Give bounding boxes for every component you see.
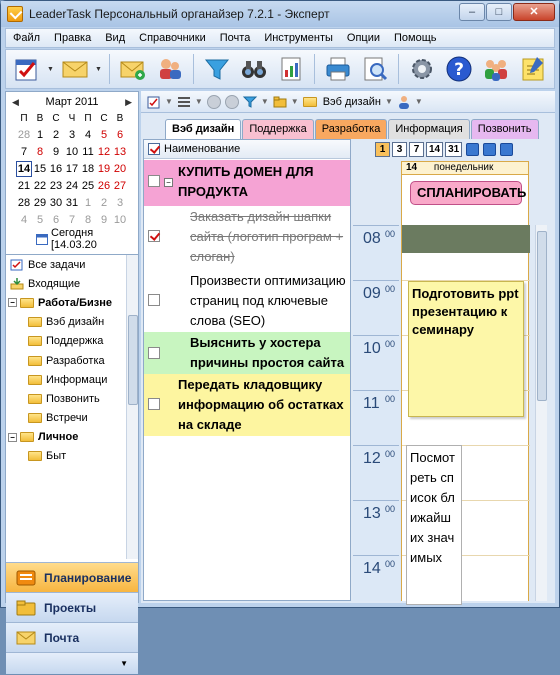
weekday-label: П xyxy=(20,113,28,124)
menu-bar xyxy=(5,28,555,48)
tree-item-label: Позвонить xyxy=(46,392,100,405)
calendar-day-today[interactable]: 14 xyxy=(17,163,31,175)
close-button[interactable]: ✕ xyxy=(513,3,555,21)
print-preview-icon xyxy=(361,55,389,83)
print-icon xyxy=(324,55,352,83)
users-button[interactable] xyxy=(479,52,513,86)
calendar-day[interactable]: 9 xyxy=(52,146,60,158)
folder-icon xyxy=(28,394,42,404)
task-checkbox[interactable] xyxy=(148,294,160,306)
calendar-day[interactable]: 10 xyxy=(65,146,79,158)
folder-icon[interactable] xyxy=(273,95,287,109)
prev-month-button[interactable]: ◀ xyxy=(12,96,19,107)
tree-item-label: Быт xyxy=(46,450,67,463)
calendar-day[interactable]: 26 xyxy=(97,180,111,192)
report-button[interactable] xyxy=(274,52,308,86)
app-logo-icon xyxy=(7,6,23,22)
hour-label: 09 00 xyxy=(353,280,399,335)
collapse-icon[interactable]: − xyxy=(8,433,17,442)
folder-icon xyxy=(20,298,34,308)
calendar-day[interactable]: 19 xyxy=(97,163,111,175)
today-link[interactable] xyxy=(6,227,138,251)
tree-item-inbox[interactable] xyxy=(6,274,138,293)
inbox-icon xyxy=(10,278,24,290)
tree-group-work[interactable] xyxy=(6,293,138,312)
calendar-day[interactable]: 4 xyxy=(20,214,28,226)
chevron-down-icon[interactable]: ▼ xyxy=(260,97,269,106)
day-number: 14 xyxy=(406,162,418,173)
tree-item-meetings[interactable] xyxy=(6,409,138,428)
busy-time-bar xyxy=(402,225,530,253)
task-title: Выяснить у хостера причины простоя сайта xyxy=(190,335,345,370)
folder-icon xyxy=(28,317,42,327)
calendar-day[interactable]: 3 xyxy=(68,129,76,141)
day-column[interactable] xyxy=(401,225,529,601)
view-1-day-button[interactable]: 1 xyxy=(375,142,390,157)
filter-icon[interactable] xyxy=(243,95,257,109)
task-list xyxy=(143,139,351,601)
calendar-day[interactable]: 15 xyxy=(33,163,47,175)
print-preview-button[interactable] xyxy=(358,52,392,86)
day-header[interactable] xyxy=(401,161,529,175)
calendar-day[interactable]: 8 xyxy=(36,146,44,158)
nav-label: Проекты xyxy=(44,600,97,615)
help-button[interactable] xyxy=(442,52,476,86)
calendar-day[interactable]: 7 xyxy=(68,214,76,226)
chevron-down-icon[interactable]: ▼ xyxy=(194,97,203,106)
weekday-label: В xyxy=(36,113,44,124)
menu-edit[interactable]: Правка xyxy=(54,32,92,44)
hour-label: 13 00 xyxy=(353,500,399,555)
projects-icon xyxy=(16,600,36,616)
mail-button[interactable] xyxy=(58,52,92,86)
calendar-day[interactable]: 21 xyxy=(17,180,31,192)
calendar-day[interactable]: 5 xyxy=(100,129,108,141)
calendar-day[interactable]: 5 xyxy=(36,214,44,226)
toolbar-separator xyxy=(398,54,399,84)
view-3-days-button[interactable]: 3 xyxy=(392,142,407,157)
toolbar-separator xyxy=(109,54,110,84)
tab-support[interactable]: Поддержка xyxy=(242,119,313,139)
left-panel xyxy=(5,91,139,668)
menu-mail[interactable]: Почта xyxy=(219,32,251,44)
calendar-month-title[interactable]: Март 2011 xyxy=(45,96,99,108)
chevron-down-icon[interactable]: ▼ xyxy=(384,97,393,106)
task-title: Заказать дизайн шапки сайта (логотип програм + слоган) xyxy=(190,209,344,264)
tree-item-label: Поддержка xyxy=(46,335,104,348)
chevron-down-icon[interactable]: ▼ xyxy=(290,97,299,106)
tree-item-all-tasks[interactable] xyxy=(6,255,138,274)
tree-item-label: Разработка xyxy=(46,354,105,367)
folder-icon xyxy=(28,336,42,346)
next-period-button[interactable] xyxy=(500,143,513,156)
calendar-day[interactable]: 22 xyxy=(33,180,47,192)
calendar-day[interactable]: 25 xyxy=(81,180,95,192)
folder-icon xyxy=(28,375,42,385)
toolbar-separator xyxy=(314,54,315,84)
category-tabs xyxy=(141,119,547,139)
calendar-day[interactable]: 20 xyxy=(113,163,127,175)
tree-item-label: Все задачи xyxy=(28,258,86,271)
calendar-day[interactable]: 1 xyxy=(84,197,92,209)
scrollbar-thumb[interactable] xyxy=(537,231,547,401)
hour-label: 11 00 xyxy=(353,390,399,445)
tree-item-household[interactable] xyxy=(6,447,138,466)
calendar-event[interactable]: Посмотреть список ближайших значимых xyxy=(406,445,462,605)
calendar-day[interactable]: 8 xyxy=(84,214,92,226)
title-bar[interactable] xyxy=(1,1,559,27)
contacts-button[interactable] xyxy=(153,52,187,86)
settings-icon xyxy=(408,55,436,83)
main-toolbar xyxy=(5,49,555,89)
task-title: Передать кладовщику информацию об остатках на складе xyxy=(178,377,344,432)
tree-scrollbar[interactable] xyxy=(126,255,138,559)
tree-item-call[interactable] xyxy=(6,389,138,408)
tree-item-support[interactable] xyxy=(6,332,138,351)
calendar-day[interactable]: 2 xyxy=(100,197,108,209)
today-label: Сегодня [14.03.20 xyxy=(51,227,97,251)
task-row[interactable] xyxy=(144,160,350,206)
folder-filter-label[interactable]: Вэб дизайн xyxy=(322,95,381,108)
mail-send-icon xyxy=(119,55,147,83)
calendar-day[interactable]: 29 xyxy=(33,197,47,209)
collapse-icon[interactable]: − xyxy=(8,298,17,307)
maximize-button[interactable]: □ xyxy=(486,3,512,21)
send-mail-button[interactable] xyxy=(116,52,150,86)
calendar-icon xyxy=(36,233,48,245)
tree-item-label: Встречи xyxy=(46,412,88,425)
hour-label: 12 00 xyxy=(353,445,399,500)
prev-period-button[interactable] xyxy=(466,143,479,156)
svg-text:?: ? xyxy=(454,60,464,80)
hour-label: 08 00 xyxy=(353,225,399,280)
forward-button[interactable] xyxy=(225,95,239,109)
users-icon xyxy=(482,55,510,83)
calendar-day[interactable]: 31 xyxy=(65,197,79,209)
calendar-day[interactable]: 6 xyxy=(52,214,60,226)
contacts-icon xyxy=(156,55,184,83)
folder-icon xyxy=(28,451,42,461)
weekday-label: В xyxy=(116,113,124,124)
print-button[interactable] xyxy=(321,52,355,86)
task-checkbox[interactable] xyxy=(148,230,160,242)
task-row[interactable] xyxy=(144,332,350,374)
tab-information[interactable]: Информация xyxy=(388,119,469,139)
folder-tree xyxy=(6,254,138,559)
view-range-buttons xyxy=(353,139,553,159)
calendar-day[interactable]: 17 xyxy=(65,163,79,175)
nav-label: Почта xyxy=(44,630,80,645)
task-row[interactable] xyxy=(144,270,350,332)
time-column xyxy=(353,225,401,601)
day-name: понедельник xyxy=(433,162,494,173)
tree-group-label: Работа/Бизне xyxy=(38,296,113,309)
tree-item-label: Информаци xyxy=(46,373,108,386)
chevron-down-icon[interactable]: ▼ xyxy=(414,97,423,106)
scrollbar-thumb[interactable] xyxy=(128,315,138,405)
new-task-icon xyxy=(13,55,41,83)
task-checkbox[interactable] xyxy=(148,175,160,187)
view-14-days-button[interactable]: 14 xyxy=(426,142,443,157)
navigation-pane xyxy=(6,562,138,674)
mini-calendar xyxy=(6,112,138,228)
search-button[interactable] xyxy=(237,52,271,86)
task-checkbox[interactable] xyxy=(148,347,160,359)
folder-icon xyxy=(28,413,42,423)
tree-group-label: Личное xyxy=(38,431,79,444)
calendar-day[interactable]: 23 xyxy=(49,180,63,192)
calendar-day[interactable]: 12 xyxy=(97,146,111,158)
list-view-icon[interactable] xyxy=(177,95,191,109)
chevron-down-icon: ▼ xyxy=(120,659,128,668)
list-header xyxy=(144,140,350,159)
tab-call[interactable]: Позвонить xyxy=(471,119,539,139)
calendar-day[interactable]: 28 xyxy=(17,197,31,209)
new-task-dropdown[interactable]: ▼ xyxy=(47,65,54,73)
help-icon xyxy=(445,55,473,83)
view-7-days-button[interactable]: 7 xyxy=(409,142,424,157)
main-panel xyxy=(141,91,555,603)
chevron-down-icon[interactable]: ▼ xyxy=(165,97,173,106)
planning-icon xyxy=(16,570,36,586)
calendar-day[interactable]: 10 xyxy=(113,214,127,226)
notes-icon xyxy=(519,55,547,83)
task-checkbox[interactable] xyxy=(148,398,160,410)
menu-file[interactable]: Файл xyxy=(13,32,41,44)
calendar-day[interactable]: 11 xyxy=(82,146,94,158)
mail-dropdown[interactable]: ▼ xyxy=(95,65,102,73)
menu-tools[interactable]: Инструменты xyxy=(264,32,333,44)
weekday-label: П xyxy=(84,113,92,124)
filter-icon xyxy=(203,55,231,83)
folder-icon xyxy=(28,356,42,366)
weekday-label: С xyxy=(100,113,108,124)
tab-web-design[interactable]: Вэб дизайн xyxy=(165,119,241,139)
nav-configure-button[interactable] xyxy=(6,652,138,674)
tree-item-label: Входящие xyxy=(28,277,81,290)
calendar-day[interactable]: 7 xyxy=(20,146,28,158)
all-day-area[interactable] xyxy=(401,175,529,225)
mini-calendar-header xyxy=(6,92,138,112)
calendar-day[interactable]: 27 xyxy=(113,180,127,192)
task-row[interactable] xyxy=(144,374,350,436)
hour-label: 14 00 xyxy=(353,555,399,610)
calendar-day[interactable]: 16 xyxy=(49,163,63,175)
calendar-day[interactable]: 30 xyxy=(49,197,63,209)
day-calendar xyxy=(353,139,553,601)
window-controls xyxy=(459,3,555,21)
calendar-day[interactable]: 1 xyxy=(36,129,44,141)
column-name-header[interactable]: Наименование xyxy=(164,143,241,155)
user-icon[interactable] xyxy=(397,95,411,109)
calendar-day[interactable]: 24 xyxy=(65,180,79,192)
menu-references[interactable]: Справочники xyxy=(139,32,206,44)
calendar-day[interactable]: 6 xyxy=(116,129,124,141)
menu-options[interactable]: Опции xyxy=(346,32,381,44)
task-row[interactable] xyxy=(144,206,350,268)
folder-icon xyxy=(303,97,317,107)
tree-item-web-design[interactable] xyxy=(6,313,138,332)
calendar-scrollbar[interactable] xyxy=(535,225,547,601)
tree-item-development[interactable] xyxy=(6,351,138,370)
window-title: LeaderTask Персональный органайзер 7.2.1 - Эксперт xyxy=(29,7,330,21)
back-button[interactable] xyxy=(207,95,221,109)
folder-icon xyxy=(20,432,34,442)
sub-toolbar xyxy=(141,91,555,113)
calendar-day[interactable]: 4 xyxy=(84,129,92,141)
minimize-button[interactable]: – xyxy=(459,3,485,21)
next-month-button[interactable]: ▶ xyxy=(125,96,132,107)
tab-development[interactable]: Разработка xyxy=(315,119,388,139)
today-button[interactable] xyxy=(483,143,496,156)
calendar-day[interactable]: 13 xyxy=(113,146,127,158)
notes-button[interactable] xyxy=(516,52,550,86)
select-all-checkbox[interactable] xyxy=(148,143,160,155)
tree-item-info[interactable] xyxy=(6,370,138,389)
calendar-day[interactable]: 2 xyxy=(52,129,60,141)
settings-button[interactable] xyxy=(405,52,439,86)
view-31-days-button[interactable]: 31 xyxy=(445,142,462,157)
tree-item-label: Вэб дизайн xyxy=(46,316,105,329)
new-task-button[interactable] xyxy=(10,52,44,86)
calendar-event[interactable]: Подготовить ppt презентацию к семинару xyxy=(408,281,524,417)
filter-button[interactable] xyxy=(200,52,234,86)
menu-help[interactable]: Помощь xyxy=(394,32,437,44)
collapse-icon[interactable]: − xyxy=(164,178,173,187)
nav-projects-button[interactable] xyxy=(6,592,138,622)
nav-mail-button[interactable] xyxy=(6,622,138,652)
hour-label: 10 00 xyxy=(353,335,399,390)
mail-icon xyxy=(61,55,89,83)
all-day-event[interactable]: СПЛАНИРОВАТЬ xyxy=(410,181,522,205)
tree-group-personal[interactable] xyxy=(6,428,138,447)
binoculars-icon xyxy=(240,55,268,83)
nav-label: Планирование xyxy=(44,570,132,585)
toolbar-separator xyxy=(193,54,194,84)
weekday-label: С xyxy=(52,113,60,124)
menu-view[interactable]: Вид xyxy=(105,32,126,44)
task-title: КУПИТЬ ДОМЕН ДЛЯ ПРОДУКТА xyxy=(178,164,314,199)
calendar-day[interactable]: 3 xyxy=(116,197,124,209)
weekday-label: Ч xyxy=(68,113,76,124)
all-tasks-icon xyxy=(10,259,24,271)
nav-planning-button[interactable] xyxy=(6,562,138,592)
task-title: Произвести оптимизацию страниц под ключевые слова (SEO) xyxy=(190,273,346,328)
mail-icon xyxy=(16,630,36,646)
calendar-day[interactable]: 9 xyxy=(100,214,108,226)
new-task-icon[interactable] xyxy=(147,95,161,109)
calendar-day[interactable]: 28 xyxy=(17,129,31,141)
report-icon xyxy=(277,55,305,83)
calendar-day[interactable]: 18 xyxy=(81,163,95,175)
